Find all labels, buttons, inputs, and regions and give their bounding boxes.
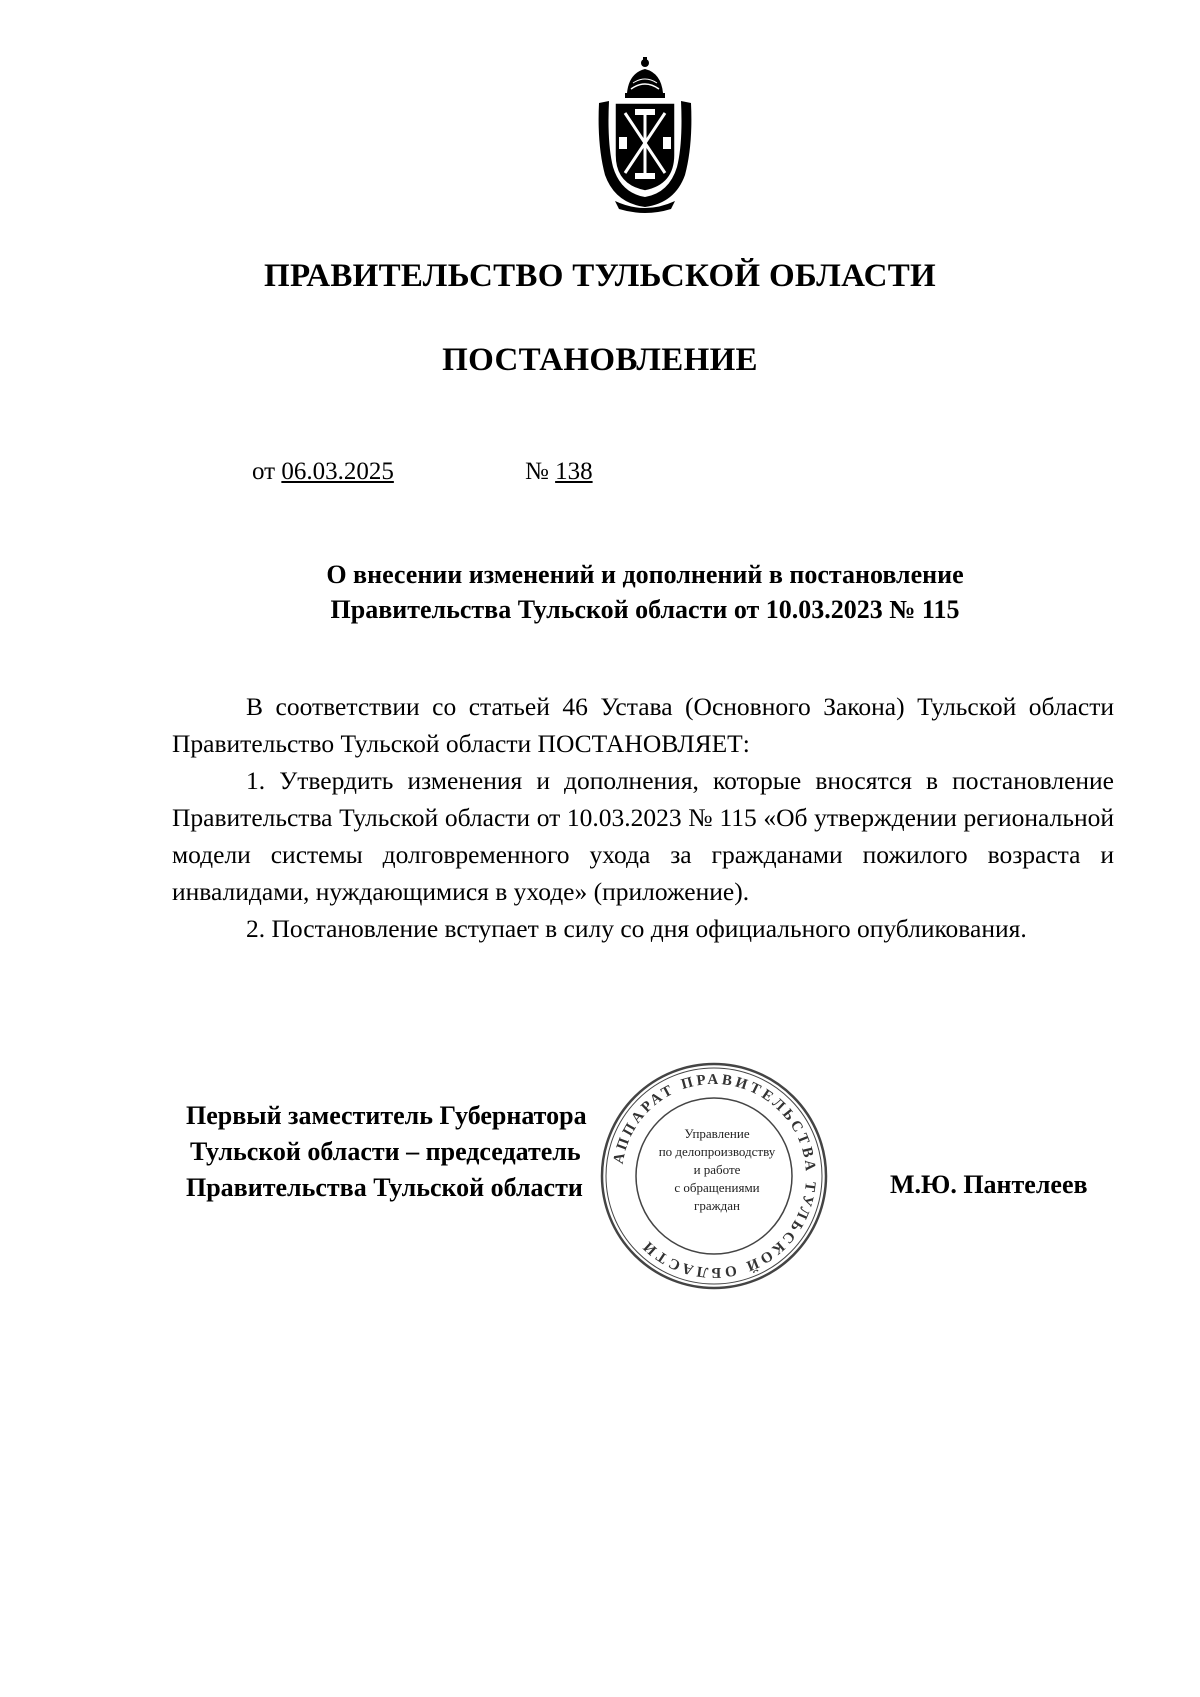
tula-coat-of-arms-icon	[585, 55, 705, 215]
subject-line: О внесении изменений и дополнений в постановление	[326, 560, 964, 589]
document-number	[525, 458, 593, 486]
signer-name: М.Ю. Пантелеев	[890, 1170, 1088, 1199]
document-subject	[0, 557, 1200, 627]
document-type-heading: ПОСТАНОВЛЕНИЕ	[442, 342, 758, 378]
number-value: 138	[555, 458, 593, 485]
date-prefix: от	[252, 458, 276, 485]
signer-position-line: Тульской области – председатель	[190, 1137, 581, 1166]
document-date	[252, 458, 394, 486]
item-2-paragraph: 2. Постановление вступает в силу со дня официального опубликования.	[246, 914, 1027, 943]
signer-position-line: Первый заместитель Губернатора	[186, 1101, 587, 1130]
preamble-paragraph: В соответствии со статьей 46 Устава (Основного Закона) Тульской области Правительство Тульской области ПОСТАНОВЛЯЕТ:	[172, 692, 1114, 758]
signer-position-line: Правительства Тульской области	[186, 1173, 583, 1202]
seal-center-line: граждан	[694, 1198, 740, 1213]
item-1-paragraph: 1. Утвердить изменения и дополнения, которые вносятся в постановление Правительства Тульской области от 10.03.2023 № 115 «Об утверждении региональной модели системы долговременного ухода за гражданами пожилого возраста и инвалидами, нуждающимися в уходе» (приложение).	[172, 766, 1114, 906]
document-body	[172, 688, 1114, 947]
seal-ring-text: АППАРАТ ПРАВИТЕЛЬСТВА ТУЛЬСКОЙ ОБЛАСТИ	[610, 1071, 819, 1281]
seal-center-line: с обращениями	[674, 1180, 760, 1195]
number-prefix: №	[525, 458, 549, 485]
government-title: ПРАВИТЕЛЬСТВО ТУЛЬСКОЙ ОБЛАСТИ	[264, 258, 936, 294]
seal-center-line: и работе	[693, 1162, 741, 1177]
signer-position	[186, 1098, 587, 1206]
seal-center-line: по делопроизводству	[658, 1144, 776, 1159]
seal-center-line: Управление	[684, 1126, 750, 1141]
seal-center-text	[642, 1125, 792, 1215]
subject-line: Правительства Тульской области от 10.03.2023 № 115	[330, 595, 960, 624]
date-value: 06.03.2025	[281, 458, 394, 485]
